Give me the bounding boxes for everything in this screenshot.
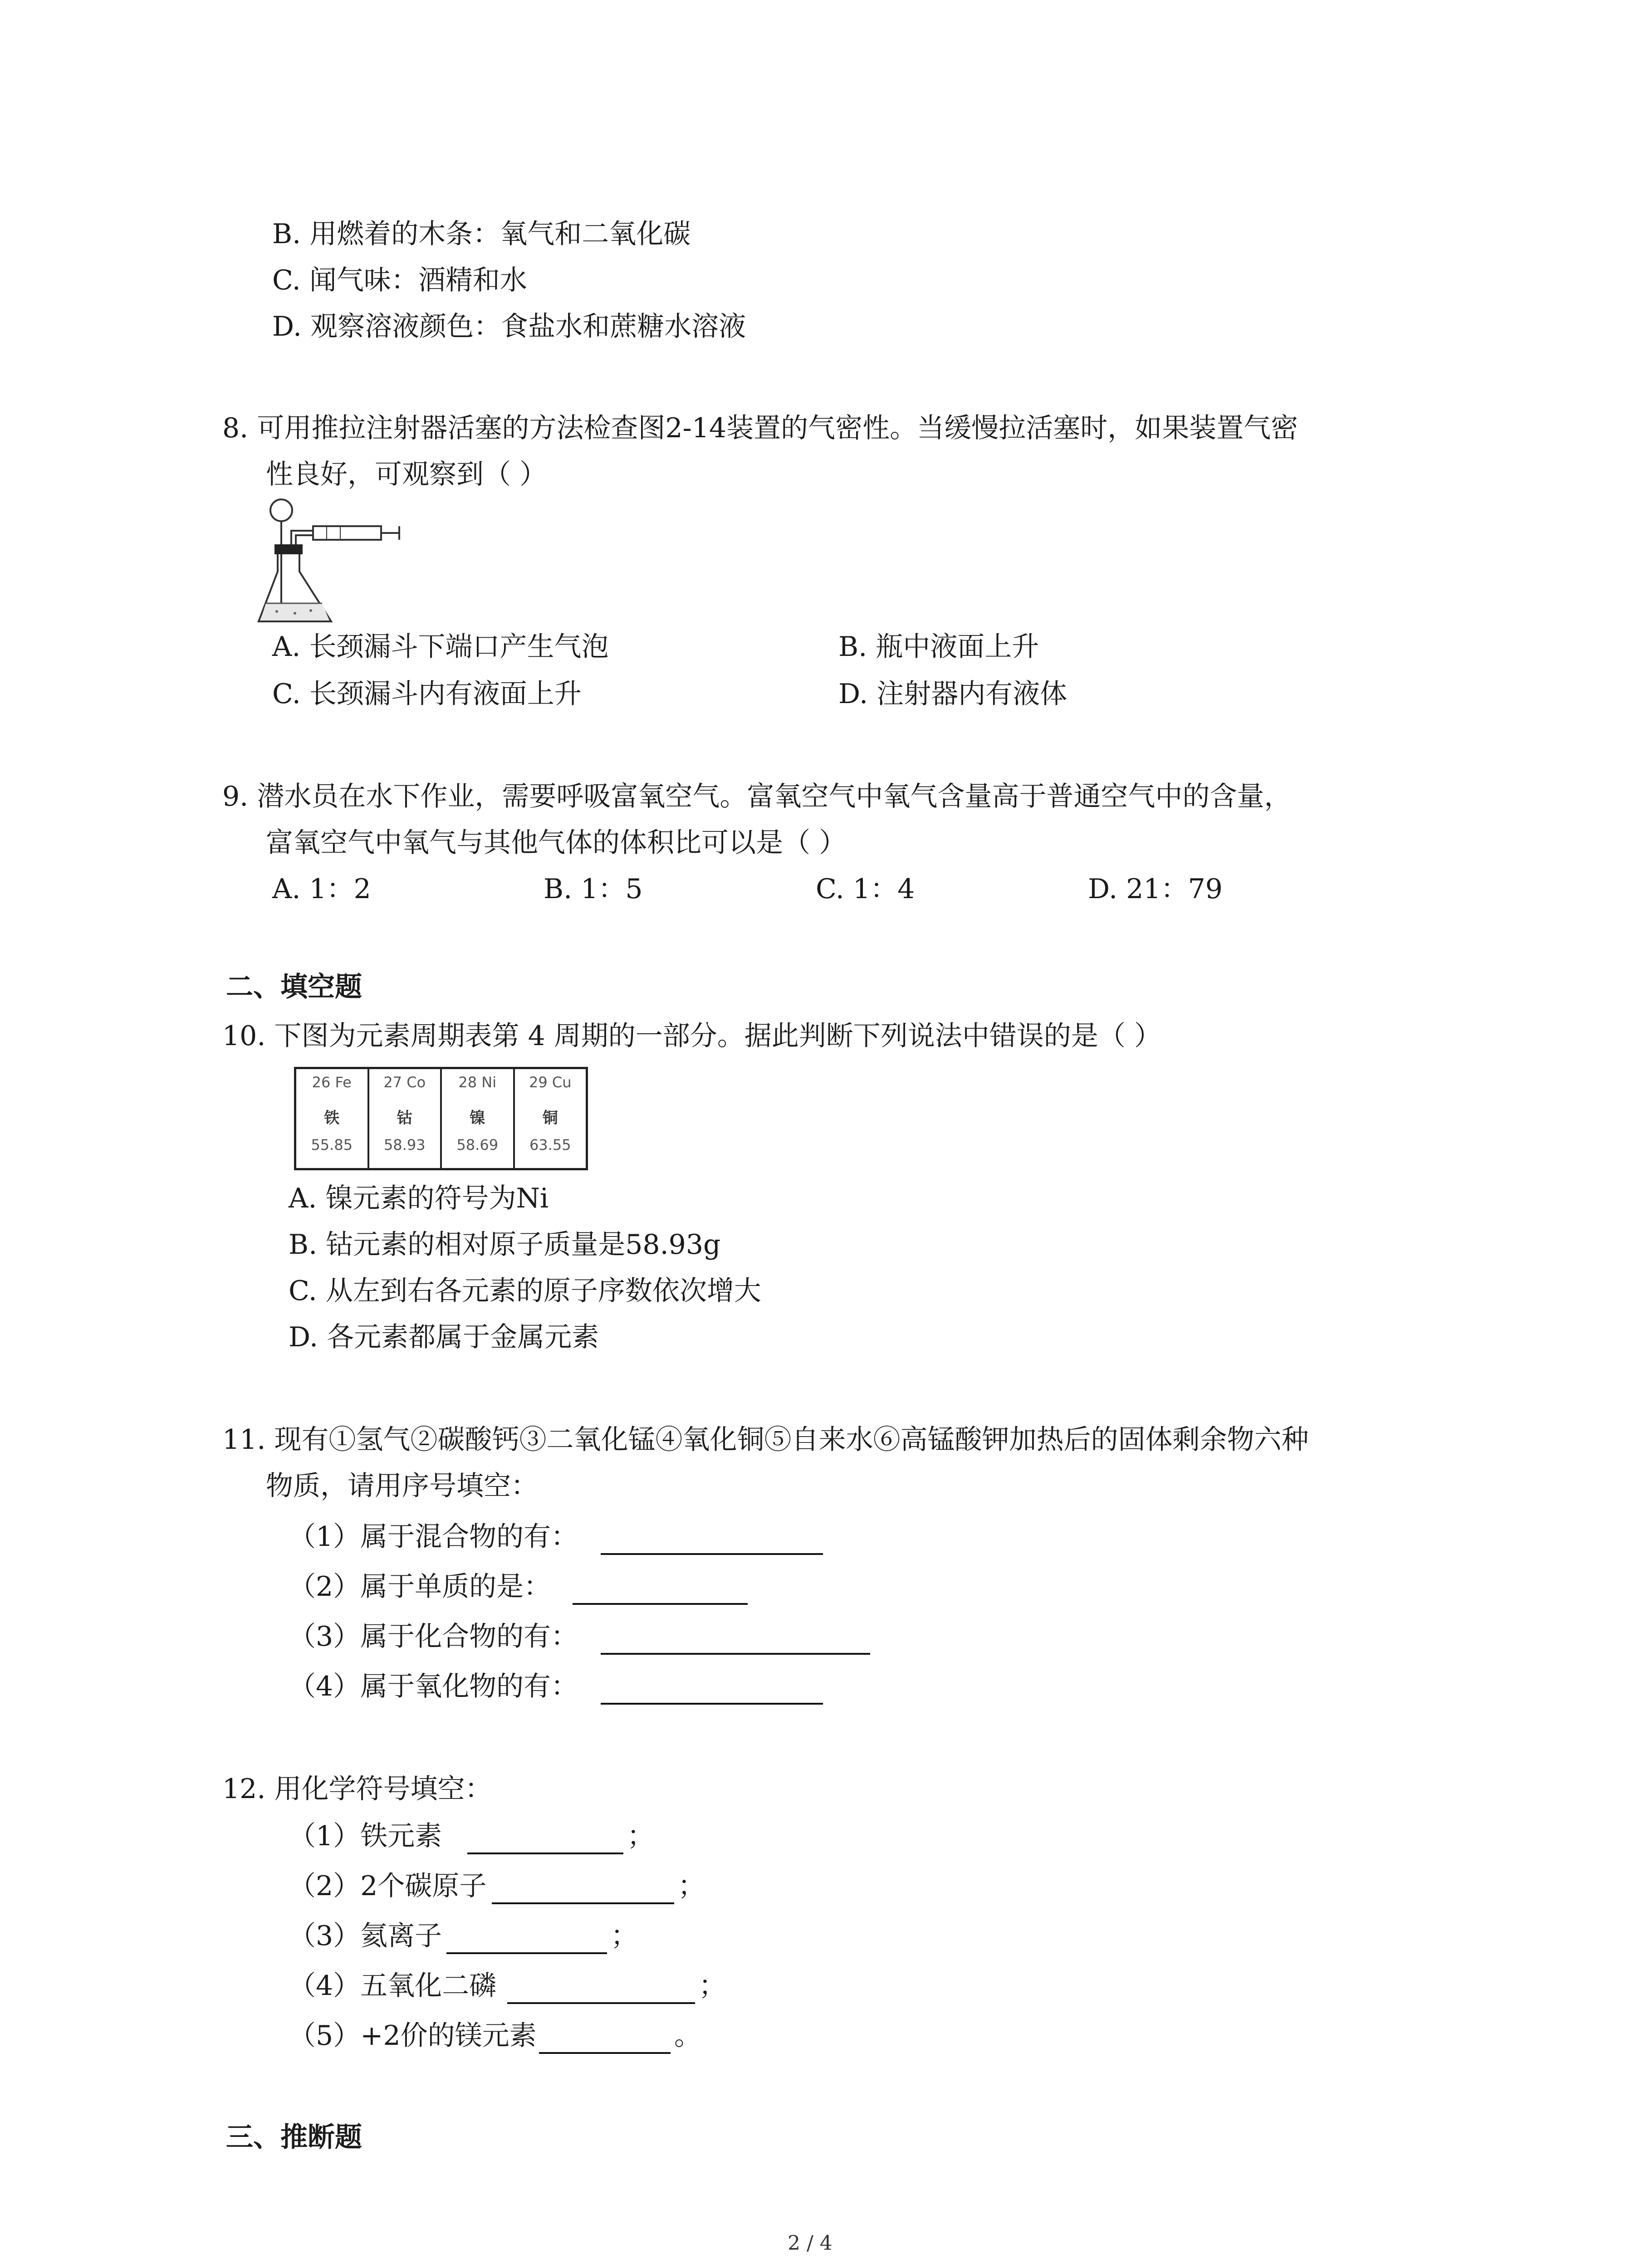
element-name: 铁 xyxy=(324,1109,340,1127)
q8-option-d: D. 注射器内有液体 xyxy=(838,678,1068,710)
q12-item5-blank[interactable] xyxy=(539,2052,671,2054)
q9-stem-line1: 9. 潜水员在水下作业，需要呼吸富氧空气。富氧空气中氧气含量高于普通空气中的含量， xyxy=(222,781,1292,812)
element-header: 27 Co xyxy=(383,1074,426,1091)
gas-tightness-apparatus-figure xyxy=(254,494,417,631)
q8-option-a: A. 长颈漏斗下端口产生气泡 xyxy=(272,631,609,663)
q11-item4-blank[interactable] xyxy=(601,1703,823,1705)
q8-option-b: B. 瓶中液面上升 xyxy=(838,631,1039,663)
q8-stem-line2: 性良好，可观察到（ ） xyxy=(266,459,547,490)
q12-item4-end: ； xyxy=(699,1970,726,2002)
q12-item3-label: （3）氦离子 xyxy=(289,1920,442,1952)
q12-item3-blank[interactable] xyxy=(446,1952,607,1954)
q11-item1-blank[interactable] xyxy=(601,1553,823,1555)
q12-item1-end: ； xyxy=(627,1820,654,1852)
q11-item3-label: （3）属于化合物的有： xyxy=(289,1621,578,1652)
q12-item4-label: （4）五氧化二磷 xyxy=(289,1970,497,2002)
q7-option-b: B. 用燃着的木条：氧气和二氧化碳 xyxy=(272,218,691,250)
q11-item1-label: （1）属于混合物的有： xyxy=(289,1521,578,1553)
element-mass: 55.85 xyxy=(311,1136,353,1154)
element-mass: 58.69 xyxy=(456,1136,499,1154)
q8-option-c: C. 长颈漏斗内有液面上升 xyxy=(272,678,582,710)
q12-item5-label: （5）+2价的镁元素 xyxy=(289,2020,537,2052)
q12-item1-label: （1）铁元素 xyxy=(289,1820,442,1852)
q9-option-c: C. 1：4 xyxy=(816,873,915,905)
q11-item2-label: （2）属于单质的是： xyxy=(289,1571,551,1603)
q11-item2-blank[interactable] xyxy=(573,1603,748,1605)
q12-stem: 12. 用化学符号填空： xyxy=(222,1773,492,1805)
page-number: 2 / 4 xyxy=(788,2232,833,2255)
element-header: 28 Ni xyxy=(458,1074,497,1091)
periodic-table-excerpt xyxy=(294,1067,588,1170)
q12-item3-end: ； xyxy=(611,1920,638,1952)
element-mass: 58.93 xyxy=(383,1136,426,1154)
element-mass: 63.55 xyxy=(529,1136,571,1154)
section-heading-fill-in: 二、填空题 xyxy=(226,971,362,1003)
q10-option-b: B. 钴元素的相对原子质量是58.93g xyxy=(289,1229,721,1261)
element-header: 26 Fe xyxy=(312,1074,352,1091)
q11-stem-line2: 物质，请用序号填空： xyxy=(266,1470,538,1502)
q7-option-c: C. 闻气味：酒精和水 xyxy=(272,264,527,296)
q12-item2-end: ； xyxy=(678,1870,705,1902)
q9-option-d: D. 21：79 xyxy=(1088,873,1223,905)
q9-option-a: A. 1：2 xyxy=(272,873,371,905)
element-header: 29 Cu xyxy=(529,1074,572,1091)
q7-option-d: D. 观察溶液颜色：食盐水和蔗糖水溶液 xyxy=(272,311,746,342)
q10-option-a: A. 镍元素的符号为Ni xyxy=(289,1183,549,1214)
q9-stem-line2: 富氧空气中氧气与其他气体的体积比可以是（ ） xyxy=(266,827,847,859)
element-cell-co xyxy=(369,1069,442,1168)
q10-option-c: C. 从左到右各元素的原子序数依次增大 xyxy=(289,1275,761,1307)
q11-item3-blank[interactable] xyxy=(601,1653,870,1655)
element-cell-cu xyxy=(515,1069,586,1168)
q10-option-d: D. 各元素都属于金属元素 xyxy=(289,1321,599,1353)
q8-stem-line1: 8. 可用推拉注射器活塞的方法检查图2-14装置的气密性。当缓慢拉活塞时，如果装置气密 xyxy=(222,412,1298,444)
q12-item2-label: （2）2个碳原子 xyxy=(289,1870,487,1902)
q12-item2-blank[interactable] xyxy=(492,1902,674,1904)
element-name: 钴 xyxy=(397,1109,412,1127)
q12-item1-blank[interactable] xyxy=(467,1853,623,1854)
element-cell-ni xyxy=(442,1069,515,1168)
element-name: 镍 xyxy=(470,1109,485,1127)
q12-item5-end: 。 xyxy=(674,2020,701,2052)
q11-item4-label: （4）属于氧化物的有： xyxy=(289,1671,578,1702)
element-cell-fe xyxy=(296,1069,369,1168)
section-heading-inference: 三、推断题 xyxy=(226,2121,362,2153)
q11-stem-line1: 11. 现有①氢气②碳酸钙③二氧化锰④氧化铜⑤自来水⑥高锰酸钾加热后的固体剩余物六种 xyxy=(222,1424,1309,1456)
q12-item4-blank[interactable] xyxy=(507,2002,695,2004)
element-name: 铜 xyxy=(542,1109,558,1127)
q9-option-b: B. 1：5 xyxy=(544,873,643,905)
q10-stem: 10. 下图为元素周期表第 4 周期的一部分。据此判断下列说法中错误的是（ ） xyxy=(222,1020,1161,1052)
